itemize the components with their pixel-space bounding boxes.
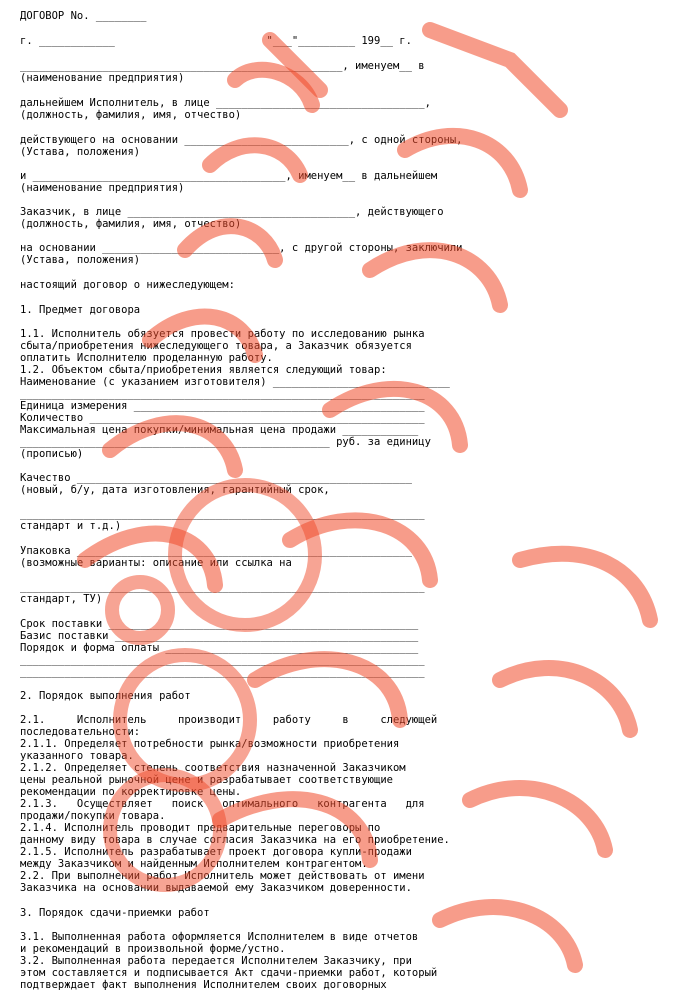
- field-hint: (должность, фамилия, имя, отчество): [20, 109, 242, 121]
- contract-line: настоящий договор о нижеследующем:: [20, 279, 235, 291]
- blank-line: ________________________________________________________________: [20, 388, 425, 400]
- delivery-basis-field: Базис поставки ________________________________________________: [20, 630, 419, 642]
- clause-line: Заказчика на основании выдаваемой ему Заказчиком доверенности.: [20, 882, 412, 894]
- field-hint: стандарт и т.д.): [20, 520, 122, 532]
- section-heading: 3. Порядок сдачи-приемки работ: [20, 907, 210, 919]
- field-hint: (новый, б/у, дата изготовления, гарантийный срок,: [20, 484, 330, 496]
- blank-line: ________________________________________________________________: [20, 654, 425, 666]
- goods-name-field: Наименование (с указанием изготовителя) ____________________________: [20, 376, 450, 388]
- clause-line: 2.1.4. Исполнитель проводит предварительные переговоры по: [20, 822, 381, 834]
- price-field: Максимальная цена покупки/минимальная цена продажи ____________: [20, 424, 419, 436]
- field-hint: (наименование предприятия): [20, 182, 185, 194]
- clause-line: 1.1. Исполнитель обязуется провести работу по исследованию рынка: [20, 328, 425, 340]
- clause-line: 1.2. Объектом сбыта/приобретения является следующий товар:: [20, 364, 387, 376]
- price-per-unit-field: _________________________________________________ руб. за единицу: [20, 436, 431, 448]
- clause-line: продажи/покупки товара.: [20, 810, 166, 822]
- clause-line: данному виду товара в случае согласия Заказчика на его приобретение.: [20, 834, 450, 846]
- field-hint: (возможные варианты: описание или ссылка на: [20, 557, 292, 569]
- clause-line: 2.2. При выполнении работ Исполнитель может действовать от имени: [20, 870, 425, 882]
- clause-line: рекомендации по корректировке цены.: [20, 786, 242, 798]
- section-heading: 1. Предмет договора: [20, 304, 141, 316]
- blank-line: ________________________________________________________________: [20, 508, 425, 520]
- contract-line: действующего на основании __________________________, с одной стороны,: [20, 134, 463, 146]
- contract-line: ___________________________________________________, именуем__ в: [20, 60, 425, 72]
- delivery-term-field: Срок поставки _________________________________________________: [20, 618, 419, 630]
- contract-line: дальнейшем Исполнитель, в лице _________________________________,: [20, 97, 431, 109]
- clause-line: 3.1. Выполненная работа оформляется Исполнителем в виде отчетов: [20, 931, 419, 943]
- clause-line: 3.2. Выполненная работа передается Исполнителем Заказчику, при: [20, 955, 412, 967]
- clause-line: сбыта/приобретения нижеследующего товара, а Заказчик обязуется: [20, 340, 412, 352]
- clause-line: цены реальной рыночной цене и разрабатывает соответствующие: [20, 774, 393, 786]
- clause-line: 2.1.3. Осуществляет поиск оптимального контрагента для: [20, 798, 425, 810]
- clause-line: последовательности:: [20, 726, 141, 738]
- blank-line: ________________________________________________________________: [20, 581, 425, 593]
- city-date-line: г. ____________ "___"_________ 199__ г.: [20, 35, 412, 47]
- clause-line: и рекомендаций в произвольной форме/устно.: [20, 943, 286, 955]
- clause-line: 2.1.2. Определяет степень соответствия назначенной Заказчиком: [20, 762, 406, 774]
- contract-title: ДОГОВОР No. ________: [20, 10, 147, 22]
- clause-line: 2.1.1. Определяет потребности рынка/возможности приобретения: [20, 738, 400, 750]
- contract-line: на основании ____________________________, с другой стороны, заключили: [20, 242, 463, 254]
- clause-line: подтверждает факт выполнения Исполнителем своих договорных: [20, 979, 387, 991]
- clause-line: 2.1.5. Исполнитель разрабатывает проект договора купли-продажи: [20, 846, 412, 858]
- clause-line: указанного товара.: [20, 750, 134, 762]
- contract-line: и ________________________________________, именуем__ в дальнейшем: [20, 170, 438, 182]
- payment-field: Порядок и форма оплаты ________________________________________: [20, 642, 419, 654]
- field-hint: стандарт, ТУ): [20, 593, 103, 605]
- clause-line: этом составляется и подписывается Акт сдачи-приемки работ, который: [20, 967, 438, 979]
- field-hint: (наименование предприятия): [20, 72, 185, 84]
- clause-line: оплатить Исполнителю проделанную работу.: [20, 352, 273, 364]
- field-hint: (прописью): [20, 448, 84, 460]
- unit-field: Единица измерения ______________________________________________: [20, 400, 425, 412]
- field-hint: (должность, фамилия, имя, отчество): [20, 218, 242, 230]
- field-hint: (Устава, положения): [20, 146, 141, 158]
- blank-line: ________________________________________________________________: [20, 666, 425, 678]
- packaging-field: Упаковка _____________________________________________________: [20, 545, 412, 557]
- clause-line: 2.1. Исполнитель производит работу в следующей: [20, 714, 438, 726]
- quantity-field: Количество _____________________________________________________: [20, 412, 425, 424]
- quality-field: Качество _____________________________________________________: [20, 472, 412, 484]
- section-heading: 2. Порядок выполнения работ: [20, 690, 191, 702]
- field-hint: (Устава, положения): [20, 254, 141, 266]
- clause-line: между Заказчиком и найденным Исполнителем контрагентом.: [20, 858, 368, 870]
- contract-line: Заказчик, в лице ____________________________________, действующего: [20, 206, 444, 218]
